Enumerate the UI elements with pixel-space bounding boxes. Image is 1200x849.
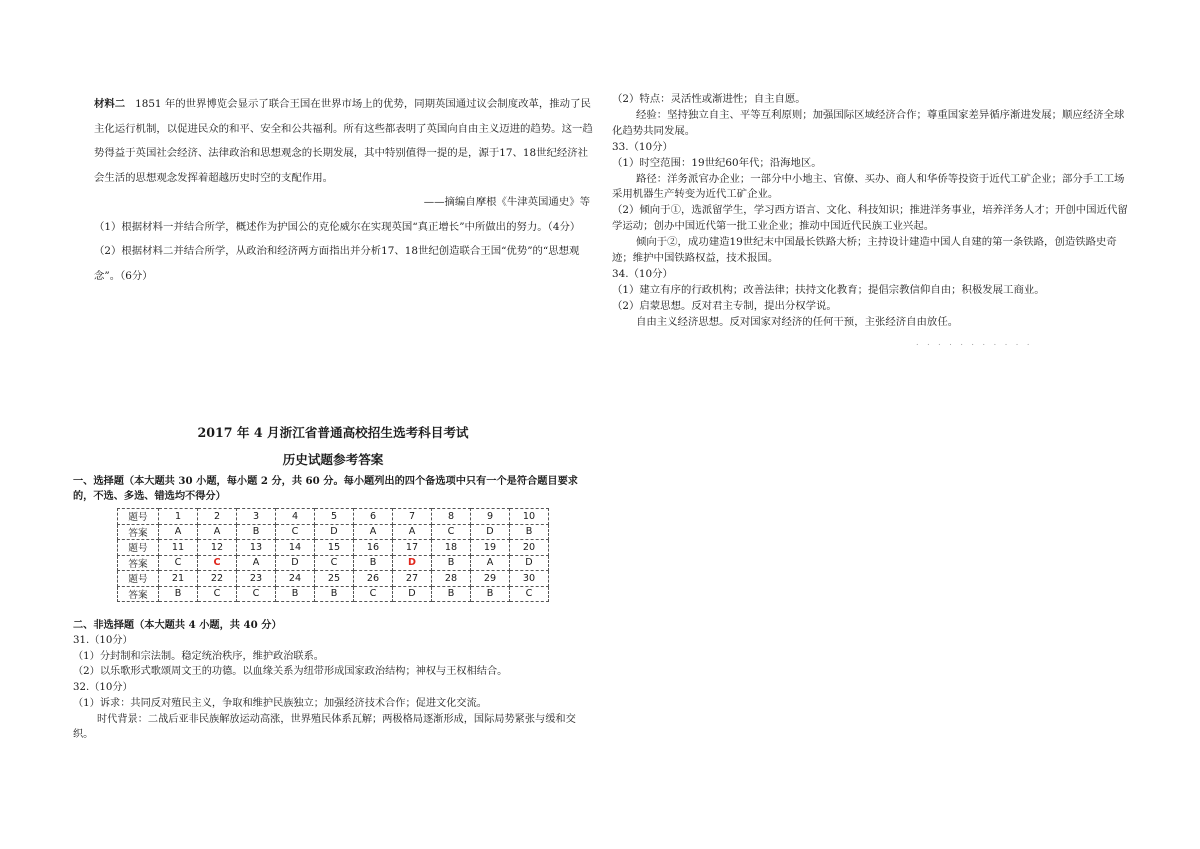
answer-line: （2）特点：灵活性或渐进性；自主自愿。 <box>612 93 806 105</box>
table-cell: 18 <box>432 540 471 556</box>
answer-line: 倾向于②，成功建造19世纪末中国最长铁路大桥；主持设计建造中国人自建的第一条铁路，创造铁路史奇迹；维护中国铁路权益，技术报国。 <box>612 236 1117 265</box>
answer-line: （1）诉求：共同反对殖民主义，争取和维护民族独立；加强经济技术合作；促进文化交流。 <box>73 697 487 709</box>
table-cell: 19 <box>471 540 510 556</box>
table-cell: 25 <box>315 571 354 587</box>
table-cell-highlighted: D <box>393 555 432 571</box>
table-cell: 6 <box>354 509 393 525</box>
answer-heading-31: 31.（10分） <box>73 635 133 646</box>
table-cell: 10 <box>510 509 549 525</box>
answer-line: （2）倾向于①，选派留学生，学习西方语言、文化、科技知识；推进洋务事业，培养洋务人才；开创中国近代留学运动；创办中国近代第一批工业企业；推动中国近代民族工业兴起。 <box>612 204 1128 233</box>
table-cell: 28 <box>432 571 471 587</box>
table-cell: 27 <box>393 571 432 587</box>
table-cell: C <box>237 586 276 602</box>
answer-line: （1）分封制和宗法制。稳定统治秩序，维护政治联系。 <box>73 650 324 662</box>
exam-subtitle: 历史试题参考答案 <box>282 452 384 467</box>
table-row <box>118 571 549 587</box>
table-cell: 7 <box>393 509 432 525</box>
table-cell: 3 <box>237 509 276 525</box>
table-cell: 24 <box>276 571 315 587</box>
table-cell: 13 <box>237 540 276 556</box>
table-cell: 26 <box>354 571 393 587</box>
answer-line: （1）时空范围：19世纪60年代；沿海地区。 <box>612 156 822 169</box>
material-section <box>94 92 594 288</box>
table-cell: D <box>393 586 432 602</box>
table-cell: 12 <box>198 540 237 556</box>
answer-line: 自由主义经济思想。反对国家对经济的任何干预，主张经济自由放任。 <box>636 315 959 328</box>
table-cell: 4 <box>276 509 315 525</box>
table-cell: B <box>315 586 354 602</box>
table-cell: A <box>198 524 237 540</box>
row-head: 答案 <box>118 586 159 602</box>
table-cell: 20 <box>510 540 549 556</box>
answer-line: 时代背景：二战后亚非民族解放运动高涨，世界殖民体系瓦解；两极格局逐渐形成，国际局势紧张与缓和交织。 <box>73 713 576 741</box>
table-cell: B <box>432 586 471 602</box>
table-cell: D <box>276 555 315 571</box>
row-head: 答案 <box>118 555 159 571</box>
row-head: 答案 <box>118 524 159 540</box>
table-cell: 9 <box>471 509 510 525</box>
row-head: 题号 <box>118 571 159 587</box>
table-cell: 8 <box>432 509 471 525</box>
table-cell: B <box>432 555 471 571</box>
material-source: ——摘编自摩根《牛津英国通史》等 <box>423 196 590 208</box>
question-2: （2）根据材料二并结合所学，从政治和经济两方面指出并分析17、18世纪创造联合王国“优势”的“思想观念”。（6分） <box>94 245 580 282</box>
table-cell: A <box>393 524 432 540</box>
table-cell: B <box>510 524 549 540</box>
table-row <box>118 524 549 540</box>
table-cell: 17 <box>393 540 432 556</box>
table-row <box>118 586 549 602</box>
exam-title: 2017 年 4 月浙江省普通高校招生选考科目考试 <box>197 425 469 440</box>
table-cell: B <box>159 586 198 602</box>
table-cell: C <box>432 524 471 540</box>
table-cell: D <box>510 555 549 571</box>
table-cell: B <box>237 524 276 540</box>
table-cell: B <box>471 586 510 602</box>
section-2-heading: 二、非选择题（本大题共 4 小题，共 40 分） <box>73 619 282 631</box>
table-cell: 30 <box>510 571 549 587</box>
table-cell: 22 <box>198 571 237 587</box>
answer-key <box>73 424 593 743</box>
table-cell: 11 <box>159 540 198 556</box>
material2-paragraph <box>94 92 594 190</box>
answer-heading-33: 33.（10分） <box>612 140 673 153</box>
table-cell: B <box>354 555 393 571</box>
table-cell: 15 <box>315 540 354 556</box>
scan-dots: . . . . . . . . . . . <box>916 338 1033 347</box>
table-cell-highlighted: C <box>198 555 237 571</box>
material2-label: 材料二 <box>94 98 126 110</box>
answer-heading-34: 34.（10分） <box>612 267 673 280</box>
material2-text: 1851 年的世界博览会显示了联合王国在世界市场上的优势，同期英国通过议会制度改革，推动了民主化运行机制，以促进民众的和平、安全和公共福利。所有这些都表明了英国向自由主义迈进的趋势。这一趋势得益于英国社会经济、法律政治和思想观念的长期发展，其中特别值得一提的是，源于17、18世纪经济社会生活的思想观念发挥着超越历史时空的支配作用。 <box>94 98 593 184</box>
table-cell: 1 <box>159 509 198 525</box>
table-cell: 23 <box>237 571 276 587</box>
question-1: （1）根据材料一并结合所学，概述作为护国公的克伦威尔在实现英国“真正增长”中所做出的努力。（4分） <box>94 220 581 233</box>
answer-line: 路径：洋务派官办企业；一部分中小地主、官僚、买办、商人和华侨等投资于近代工矿企业；部分手工工场采用机器生产转变为近代工矿企业。 <box>612 172 1125 201</box>
table-cell: 29 <box>471 571 510 587</box>
answer-line: （2）启蒙思想。反对君主专制，提出分权学说。 <box>612 299 837 312</box>
answers-continued <box>612 92 1132 331</box>
table-cell: C <box>198 586 237 602</box>
table-row <box>118 555 549 571</box>
table-cell: A <box>159 524 198 540</box>
table-cell: A <box>237 555 276 571</box>
table-row <box>118 509 549 525</box>
table-cell: C <box>315 555 354 571</box>
answer-table <box>117 508 549 602</box>
section-1-heading: 一、选择题（本大题共 30 小题，每小题 2 分，共 60 分。每小题列出的四个备选项中只有一个是符合题目要求的，不选、多选、错选均不得分） <box>73 475 578 502</box>
table-cell: C <box>510 586 549 602</box>
answer-line: （2）以乐歌形式歌颂周文王的功德。以血缘关系为纽带形成国家政治结构；神权与王权相结合。 <box>73 666 508 678</box>
table-cell: 21 <box>159 571 198 587</box>
table-row <box>118 540 549 556</box>
table-cell: D <box>471 524 510 540</box>
table-cell: B <box>276 586 315 602</box>
table-cell: D <box>315 524 354 540</box>
row-head: 题号 <box>118 540 159 556</box>
table-cell: C <box>354 586 393 602</box>
table-cell: C <box>159 555 198 571</box>
table-cell: C <box>276 524 315 540</box>
table-cell: 14 <box>276 540 315 556</box>
table-cell: A <box>354 524 393 540</box>
answer-line: （1）建立有序的行政机构；改善法律；扶持文化教育；提倡宗教信仰自由；积极发展工商业。 <box>612 283 1045 296</box>
answer-line: 经验：坚持独立自主、平等互利原则；加强国际区域经济合作；尊重国家差异循序渐进发展；顺应经济全球化趋势共同发展。 <box>612 108 1125 137</box>
table-cell: 2 <box>198 509 237 525</box>
table-cell: A <box>471 555 510 571</box>
row-head: 题号 <box>118 509 159 525</box>
table-cell: 16 <box>354 540 393 556</box>
answer-heading-32: 32.（10分） <box>73 682 133 694</box>
table-cell: 5 <box>315 509 354 525</box>
